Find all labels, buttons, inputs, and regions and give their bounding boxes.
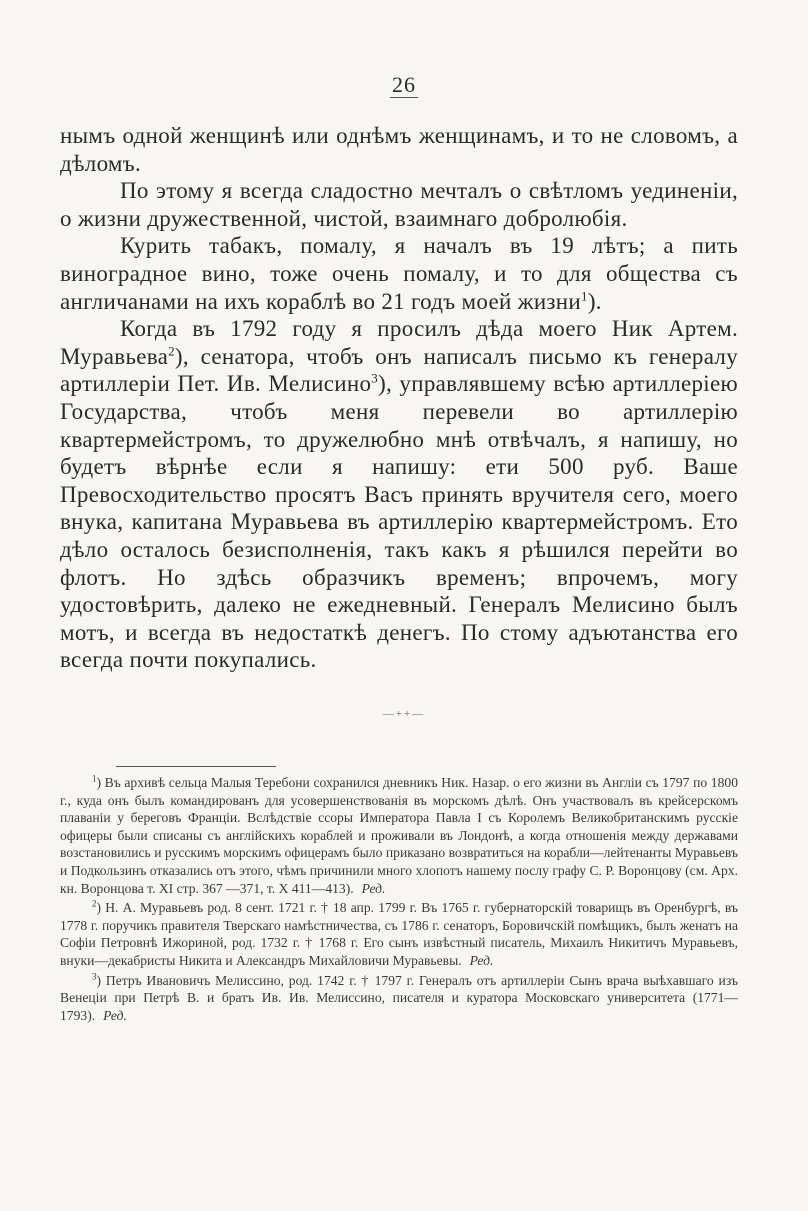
footnotes xyxy=(60,774,738,1026)
footnote-1-marker: 1 xyxy=(92,773,97,784)
footnote-2-editor: Ред. xyxy=(469,952,494,968)
page-number-text: 26 xyxy=(392,72,416,97)
main-text xyxy=(60,122,738,674)
footnote-1 xyxy=(60,774,738,897)
paragraph-4-part1: Когда въ 1792 году я просилъ дѣда моего Ник Артем. Муравьева xyxy=(60,316,738,369)
footnote-ref-1: 1 xyxy=(581,287,588,303)
section-ornament: —++— xyxy=(382,708,426,720)
footnote-1-text: ) Въ архивѣ сельца Малыя Теребони сохранился дневникъ Ник. Назар. о его жизни въ Англiи съ 1797 по 1800 г., куда онъ былъ командированъ для усовершенствованiя въ морскомъ дѣлѣ. Онъ участвовалъ въ крейсерскомъ плаванiи у береговъ Францiи. Вслѣдствiе ссоры Императора Павла I съ Королемъ Великобританскимъ русскiе офицеры были списаны съ англiйскихъ кораблей и проживали въ Лондонѣ, а когда отношенiя между державами возстановились и русскимъ морскимъ офицерамъ было приказано возвратиться на корабли—лейтенанты Муравьевъ и Подкользинъ отказались отъ этого, чѣмъ причинили много хлопотъ нашему послу графу С. Р. Воронцову (см. Арх. кн. Воронцова т. XI стр. 367 —371, т. X 411—413). xyxy=(60,775,738,896)
paragraph-1: нымъ одной женщинѣ или однѣмъ женщинамъ, и то не словомъ, а дѣломъ. xyxy=(60,123,738,176)
paragraph-4-part2: ), сенатора, чтобъ онъ написалъ письмо къ генералу артиллерiи Пет. Ив. Мелисино xyxy=(60,343,738,397)
paragraph-3 xyxy=(60,232,738,315)
footnote-1-editor: Ред. xyxy=(361,880,386,896)
footnote-2-text: ) Н. А. Муравьевъ род. 8 сент. 1721 г. † 18 апр. 1799 г. Въ 1765 г. губернаторскiй товарищъ въ Оренбургѣ, въ 1778 г. поручикъ правителя Тверскаго намѣстничества, съ 1786 г. сенаторъ, Боровичскiй помѣщикъ, былъ женатъ на Софiи Петровнѣ Ижориной, род. 1732 г. † 1768 г. Его сынъ извѣстный писатель, Михаилъ Никитичъ Муравьевъ, внуки—декабристы Никита и Александръ Михайловичи Муравьевы. xyxy=(60,900,738,968)
footnote-2-marker: 2 xyxy=(92,898,97,909)
paragraph-3-text: Курить табакъ, помалу, я началъ въ 19 лѣтъ; а пить виноградное вино, тоже очень помалу, и то для общества съ англичанами на ихъ кораблѣ во 21 годъ моей жизни xyxy=(60,233,738,314)
footnote-divider xyxy=(116,766,276,767)
paragraph-2: По этому я всегда сладостно мечталъ о свѣтломъ уединенiи, о жизни дружественной, чистой, взаимнаго добролюбiя. xyxy=(60,178,738,231)
footnote-2 xyxy=(60,899,738,969)
footnote-3-text: ) Петръ Ивановичъ Мелиссино, род. 1742 г. † 1797 г. Генералъ отъ артиллерiи Сынъ врача выѣхавшаго изъ Венецiи при Петрѣ В. и братъ Ив. Ив. Мелиссино, писателя и куратора Московскаго университета (1771—1793). xyxy=(60,972,738,1023)
paragraph-3-end: ). xyxy=(587,288,602,314)
paragraph-4-part3: ), управлявшему всѣю артиллерiею Государства, чтобъ меня перевели во артиллерiю квартермейстромъ, то дружелюбно мнѣ отвѣчалъ, я напишу, но будетъ вѣрнѣе если я напишу: ети 500 руб. Ваше Превосходительство просятъ Васъ принять вручителя сего, моего внука, капитана Муравьева въ артиллерiю квартермейстромъ. Ето дѣло осталось безисполненiя, такъ какъ я рѣшился перейти во флотъ. Но здѣсь образчикъ временъ; впрочемъ, могу удостовѣрить, далеко не ежедневный. Генералъ Мелисино былъ мотъ, и всегда въ недостаткѣ денегъ. По стому адъютанства его всегда почти покупались. xyxy=(60,371,738,673)
footnote-3-editor: Ред. xyxy=(103,1007,127,1023)
footnote-3 xyxy=(60,972,738,1025)
footnote-ref-2: 2 xyxy=(168,343,175,359)
footnote-ref-3: 3 xyxy=(371,370,379,386)
footnote-3-marker: 3 xyxy=(92,971,97,981)
page-number xyxy=(0,72,808,98)
paragraph-4 xyxy=(60,315,738,674)
